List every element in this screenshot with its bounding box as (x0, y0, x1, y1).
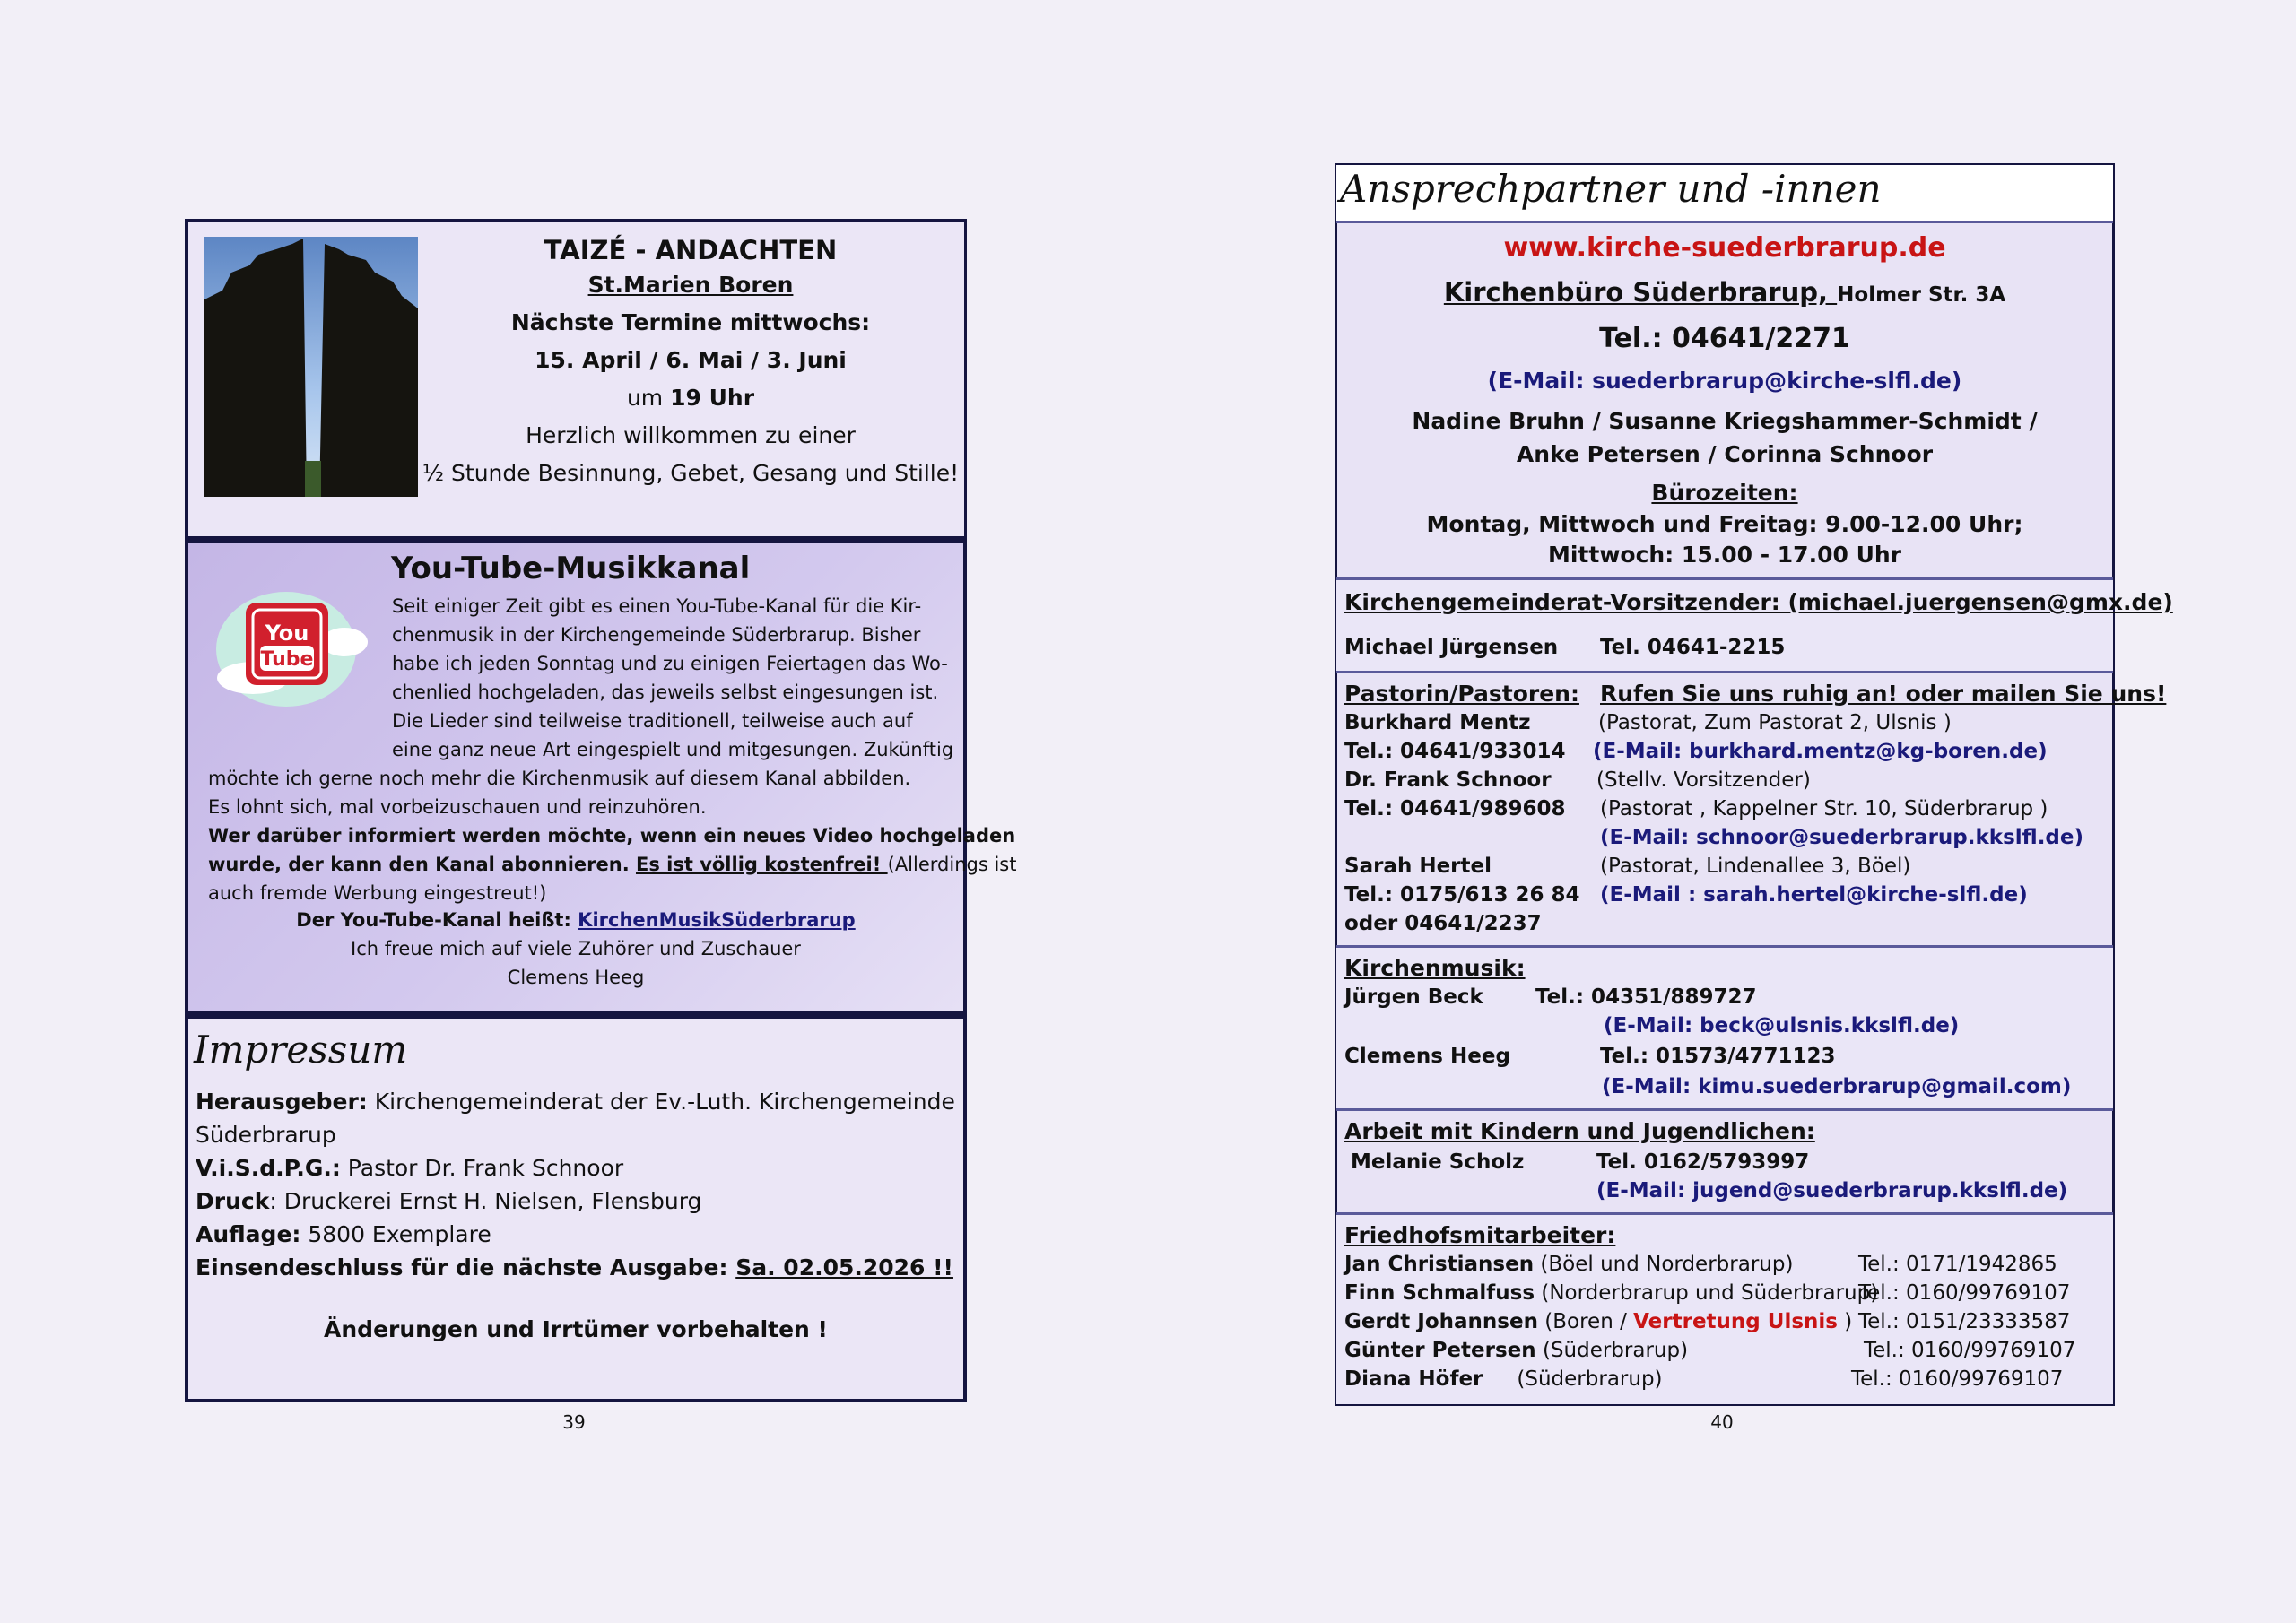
cemetery-phone: Tel.: 0160/99769107 (1851, 1367, 2064, 1391)
cemetery-row: Jan Christiansen (Böel und Norderbrarup) (1344, 1253, 1794, 1276)
music-label: Kirchenmusik: (1344, 955, 1526, 981)
cemetery-row: Günter Petersen (Süderbrarup) (1344, 1339, 1689, 1362)
cemetery-row: Finn Schmalfuss (Norderbrarup und Süderbrarup) (1344, 1281, 1879, 1305)
impressum-edition: Auflage: 5800 Exemplare (196, 1221, 491, 1247)
music-phone: Tel.: 04351/889727 (1535, 985, 1757, 1009)
youtube-signature: Clemens Heeg (507, 967, 645, 988)
youtube-channel: Der You-Tube-Kanal heißt: KirchenMusikSüderbrarup (296, 909, 856, 931)
pastor-address: (Pastorat , Kappelner Str. 10, Süderbrarup ) (1600, 797, 2048, 820)
impressum-publisher: Herausgeber: Kirchengemeinderat der Ev.-Luth. Kirchengemeinde (196, 1089, 955, 1115)
youth-label: Arbeit mit Kindern und Jugendlichen: (1344, 1118, 1815, 1144)
pastor-phone: oder 04641/2237 (1344, 912, 1542, 935)
pastor-name: Dr. Frank Schnoor (1344, 768, 1552, 792)
youtube-text-line: auch fremde Werbung eingestreut!) (208, 882, 547, 904)
council-name: Michael Jürgensen (1344, 636, 1559, 659)
office-email[interactable]: (E-Mail: suederbrarup@kirche-slfl.de) (1487, 368, 1962, 394)
svg-text:Tube: Tube (260, 648, 314, 671)
music-name: Clemens Heeg (1344, 1045, 1510, 1068)
impressum-deadline: Einsendeschluss für die nächste Ausgabe: Sa. 02.05.2026 !! (196, 1254, 953, 1280)
page-number-right: 40 (1710, 1411, 1734, 1433)
pastor-role: (Stellv. Vorsitzender) (1596, 768, 1811, 792)
impressum-title: Impressum (194, 1028, 408, 1072)
taize-dates-intro: Nächste Termine mittwochs: (510, 309, 871, 335)
cemetery-phone: Tel.: 0160/99769107 (1858, 1281, 2071, 1305)
youtube-text-line: chenmusik in der Kirchengemeinde Süderbrarup. Bisher (392, 624, 921, 646)
youtube-text-line: chenlied hochgeladen, das jeweils selbst eingesungen ist. (392, 681, 939, 703)
pastor-address: (Pastorat, Zum Pastorat 2, Ulsnis ) (1598, 711, 1952, 734)
cemetery-label: Friedhofsmitarbeiter: (1344, 1222, 1616, 1248)
youtube-text-line: Es lohnt sich, mal vorbeizuschauen und reinzuhören. (208, 796, 707, 818)
council-label: Kirchengemeinderat-Vorsitzender: (michael.juergensen@gmx.de) (1344, 589, 2173, 615)
music-name: Jürgen Beck (1344, 985, 1483, 1009)
council-phone: Tel. 04641-2215 (1600, 636, 1786, 659)
taize-description: ½ Stunde Besinnung, Gebet, Gesang und Stille! (422, 460, 960, 486)
office-staff: Anke Petersen / Corinna Schnoor (1516, 441, 1934, 467)
music-email[interactable]: (E-Mail: kimu.suederbrarup@gmail.com) (1602, 1075, 2072, 1098)
pastor-email[interactable]: (E-Mail: schnoor@suederbrarup.kkslfl.de) (1600, 826, 2084, 849)
youtube-channel-link[interactable]: KirchenMusikSüderbrarup (578, 909, 856, 931)
youth-name: Melanie Scholz (1351, 1150, 1525, 1174)
cemetery-row: Diana Höfer (Süderbrarup) (1344, 1367, 1663, 1391)
pastors-call: Rufen Sie uns ruhig an! oder mailen Sie uns! (1600, 681, 2167, 707)
youtube-bold-line: Wer darüber informiert werden möchte, wenn ein neues Video hochgeladen (208, 825, 1016, 846)
office-hours: Mittwoch: 15.00 - 17.00 Uhr (1547, 542, 1901, 568)
contacts-header: Ansprechpartner und -innen (1340, 167, 1882, 211)
office-hours-label: Bürozeiten: (1651, 480, 1798, 506)
youtube-text-line: habe ich jeden Sonntag und zu einigen Feiertagen das Wo- (392, 653, 948, 674)
office-hours: Montag, Mittwoch und Freitag: 9.00-12.00 Uhr; (1426, 511, 2023, 537)
cemetery-phone: Tel.: 0151/23333587 (1858, 1310, 2071, 1333)
youtube-text-line: Seit einiger Zeit gibt es einen You-Tube-Kanal für die Kir- (392, 595, 922, 617)
pastors-label: Pastorin/Pastoren: (1344, 681, 1579, 707)
taize-welcome: Herzlich willkommen zu einer (526, 422, 856, 448)
taize-location: St.Marien Boren (587, 272, 794, 298)
pastor-email[interactable]: (E-Mail: burkhard.mentz@kg-boren.de) (1593, 740, 2048, 763)
impressum-print: Druck: Druckerei Ernst H. Nielsen, Flensburg (196, 1188, 702, 1214)
pastor-phone: Tel.: 04641/933014 (1344, 740, 1566, 763)
youtube-closing: Ich freue mich auf viele Zuhörer und Zuschauer (351, 938, 801, 959)
music-email[interactable]: (E-Mail: beck@ulsnis.kkslfl.de) (1604, 1014, 1960, 1037)
cemetery-phone: Tel.: 0171/1942865 (1858, 1253, 2057, 1276)
impressum-visdp: V.i.S.d.P.G.: Pastor Dr. Frank Schnoor (196, 1155, 624, 1181)
office-phone: Tel.: 04641/2271 (1599, 323, 1850, 354)
page-number-left: 39 (562, 1411, 586, 1433)
pastor-phone: Tel.: 0175/613 26 84 (1344, 883, 1580, 907)
gate-photo (204, 237, 418, 497)
svg-text:You: You (265, 621, 309, 646)
youtube-text-line: Die Lieder sind teilweise traditionell, teilweise auch auf (392, 710, 913, 732)
youtube-subscribe-line: wurde, der kann den Kanal abonnieren. Es ist völlig kostenfrei! (Allerdings ist (208, 854, 1017, 875)
pastor-address: (Pastorat, Lindenallee 3, Böel) (1600, 855, 1911, 878)
office-staff: Nadine Bruhn / Susanne Kriegshammer-Schmidt / (1412, 408, 2038, 434)
taize-time: um 19 Uhr (626, 385, 755, 411)
taize-title: TAIZÉ - ANDACHTEN (544, 235, 838, 265)
cemetery-row: Gerdt Johannsen (Boren / Vertretung Ulsnis ) (1344, 1310, 1853, 1333)
youtube-title: You-Tube-Musikkanal (391, 551, 751, 586)
music-phone: Tel.: 01573/4771123 (1600, 1045, 1836, 1068)
impressum-disclaimer: Änderungen und Irrtümer vorbehalten ! (324, 1316, 828, 1342)
website-link[interactable]: www.kirche-suederbrarup.de (1503, 232, 1946, 264)
cemetery-phone: Tel.: 0160/99769107 (1864, 1339, 2076, 1362)
pastor-name: Burkhard Mentz (1344, 711, 1531, 734)
pastor-email[interactable]: (E-Mail : sarah.hertel@kirche-slfl.de) (1600, 883, 2028, 907)
taize-dates: 15. April / 6. Mai / 3. Juni (535, 347, 847, 373)
youtube-icon (201, 579, 371, 714)
impressum-publisher-2: Süderbrarup (196, 1122, 336, 1148)
pastor-name: Sarah Hertel (1344, 855, 1492, 878)
pastor-phone: Tel.: 04641/989608 (1344, 797, 1566, 820)
youtube-text-line: möchte ich gerne noch mehr die Kirchenmusik auf diesem Kanal abbilden. (208, 768, 911, 789)
youth-email[interactable]: (E-Mail: jugend@suederbrarup.kkslfl.de) (1596, 1179, 2068, 1202)
office-name: Kirchenbüro Süderbrarup, Holmer Str. 3A (1443, 277, 2006, 308)
youth-phone: Tel. 0162/5793997 (1596, 1150, 1810, 1174)
youtube-text-line: eine ganz neue Art eingespielt und mitgesungen. Zukünftig (392, 739, 954, 760)
